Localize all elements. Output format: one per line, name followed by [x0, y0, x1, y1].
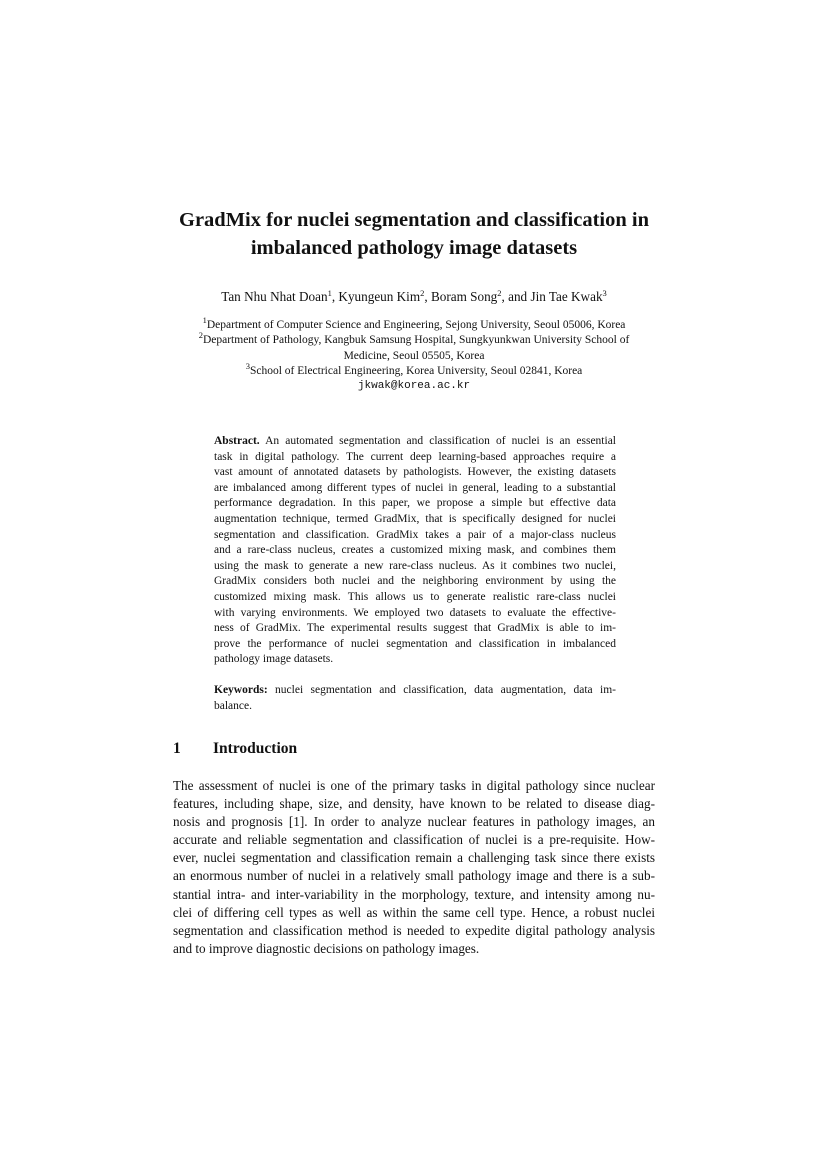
author-list	[100, 288, 728, 306]
author-affiliation-mark: 1	[327, 288, 332, 298]
abstract-line: prove the performance of nuclei segmentation and classification in imbalanced	[214, 637, 616, 650]
abstract-line: pathology image datasets.	[214, 653, 334, 666]
affiliation-text: Department of Pathology, Kangbuk Samsung Hospital, Sungkyunkwan University School of	[202, 334, 630, 347]
affiliation	[140, 330, 688, 348]
author-affiliation-mark: 3	[602, 288, 607, 298]
affiliation-mark: 2	[198, 330, 203, 341]
abstract-line: augmentation technique, termed GradMix, that is specifically designed for nuclei	[214, 512, 616, 525]
keywords-line	[214, 683, 616, 699]
affiliation-mark: 1	[202, 315, 207, 325]
title-line: GradMix for nuclei segmentation and classification in	[179, 209, 649, 231]
affiliation	[140, 360, 688, 379]
keywords-line: balance.	[214, 699, 252, 712]
abstract-line: are imbalanced among different types of nuclei in general, leading to a substantial	[214, 481, 616, 494]
paragraph-line: nosis and prognosis [1]. In order to analyze nuclear features in pathology images, an	[173, 814, 655, 830]
abstract-line: performance degradation. In this paper, we propose a simple but effective data	[214, 497, 616, 510]
paragraph-line: accurate and reliable segmentation and classification of nuclei is a pre-requisite. How-	[173, 832, 655, 848]
abstract-line: with varying environments. We employed two datasets to evaluate the effective-	[214, 606, 616, 619]
section-title: Introduction	[213, 740, 298, 757]
author-separator: , and	[501, 289, 531, 304]
abstract-line: task in digital pathology. The current deep learning-based approaches require a	[214, 450, 616, 463]
affiliation-list	[140, 315, 688, 394]
author-separator: ,	[424, 289, 431, 304]
paragraph-line: clei of differing cell types as well as within the same cell type. Hence, a robust nuclei	[173, 904, 655, 920]
paragraph-line: an enormous number of nuclei in a relatively small pathology image and there is a sub-	[173, 868, 655, 884]
section-heading	[173, 739, 655, 759]
affiliation	[140, 315, 688, 333]
abstract-line: segmentation and classification. GradMix takes a pair of a major-class nucleus	[214, 528, 616, 541]
abstract	[214, 434, 616, 668]
author-affiliation-mark: 2	[497, 288, 502, 298]
title-line: imbalanced pathology image datasets	[250, 237, 578, 259]
author-name: Kyungeun Kim	[338, 289, 421, 304]
author-separator: ,	[331, 289, 339, 304]
paragraph-line: segmentation and classification method is needed to expedite digital pathology analysis	[173, 922, 655, 938]
affiliation-continuation: Medicine, Seoul 05505, Korea	[343, 349, 485, 362]
abstract-line: ness of GradMix. The experimental results suggest that GradMix is able to im-	[214, 622, 616, 635]
author-name: Boram Song	[430, 289, 498, 304]
affiliation-mark: 3	[245, 360, 250, 371]
paper-title	[150, 206, 678, 262]
affiliation-text: School of Electrical Engineering, Korea University, Seoul 02841, Korea	[249, 364, 583, 377]
abstract-label: Abstract.	[214, 435, 260, 447]
author-name: Jin Tae Kwak	[530, 289, 603, 304]
abstract-line: customized mixing mask. This allows us to generate realistic rare-class nuclei	[214, 590, 616, 603]
abstract-line: using the mask to generate a new rare-class nucleus. As it combines two nuclei,	[214, 559, 616, 572]
paragraph-line: features, including shape, size, and density, have known to be related to disease diag-	[173, 796, 655, 812]
contact-email: jkwak@korea.ac.kr	[357, 380, 471, 393]
introduction-paragraph	[173, 777, 655, 958]
abstract-line: and a rare-class nucleus, creates a customized mixing mask, and combines them	[214, 544, 616, 557]
author-name: Tan Nhu Nhat Doan	[221, 289, 328, 304]
keywords	[214, 683, 616, 714]
affiliation-text: Department of Computer Science and Engineering, Sejong University, Seoul 05006, Korea	[206, 319, 626, 331]
author-affiliation-mark: 2	[420, 288, 425, 298]
paragraph-line: and to improve diagnostic decisions on pathology images.	[173, 940, 480, 956]
abstract-line: vast amount of annotated datasets by pathologists. However, the existing datasets	[214, 466, 616, 479]
abstract-line	[214, 434, 616, 450]
paragraph-line: The assessment of nuclei is one of the primary tasks in digital pathology since nuclear	[173, 778, 655, 793]
keywords-text: nuclei segmentation and classification, data augmentation, data im-	[267, 684, 616, 696]
section-number: 1	[173, 740, 181, 757]
keywords-label: Keywords:	[214, 684, 268, 696]
paragraph-line: stantial intra- and inter-variability in the morphology, texture, and intensity among nu-	[173, 886, 655, 902]
abstract-text: An automated segmentation and classification of nuclei is an essential	[259, 435, 616, 447]
abstract-line: GradMix considers both nuclei and the neighboring environment by using the	[214, 575, 616, 588]
paragraph-line: ever, nuclei segmentation and classification remain a challenging task since there exists	[173, 850, 655, 866]
